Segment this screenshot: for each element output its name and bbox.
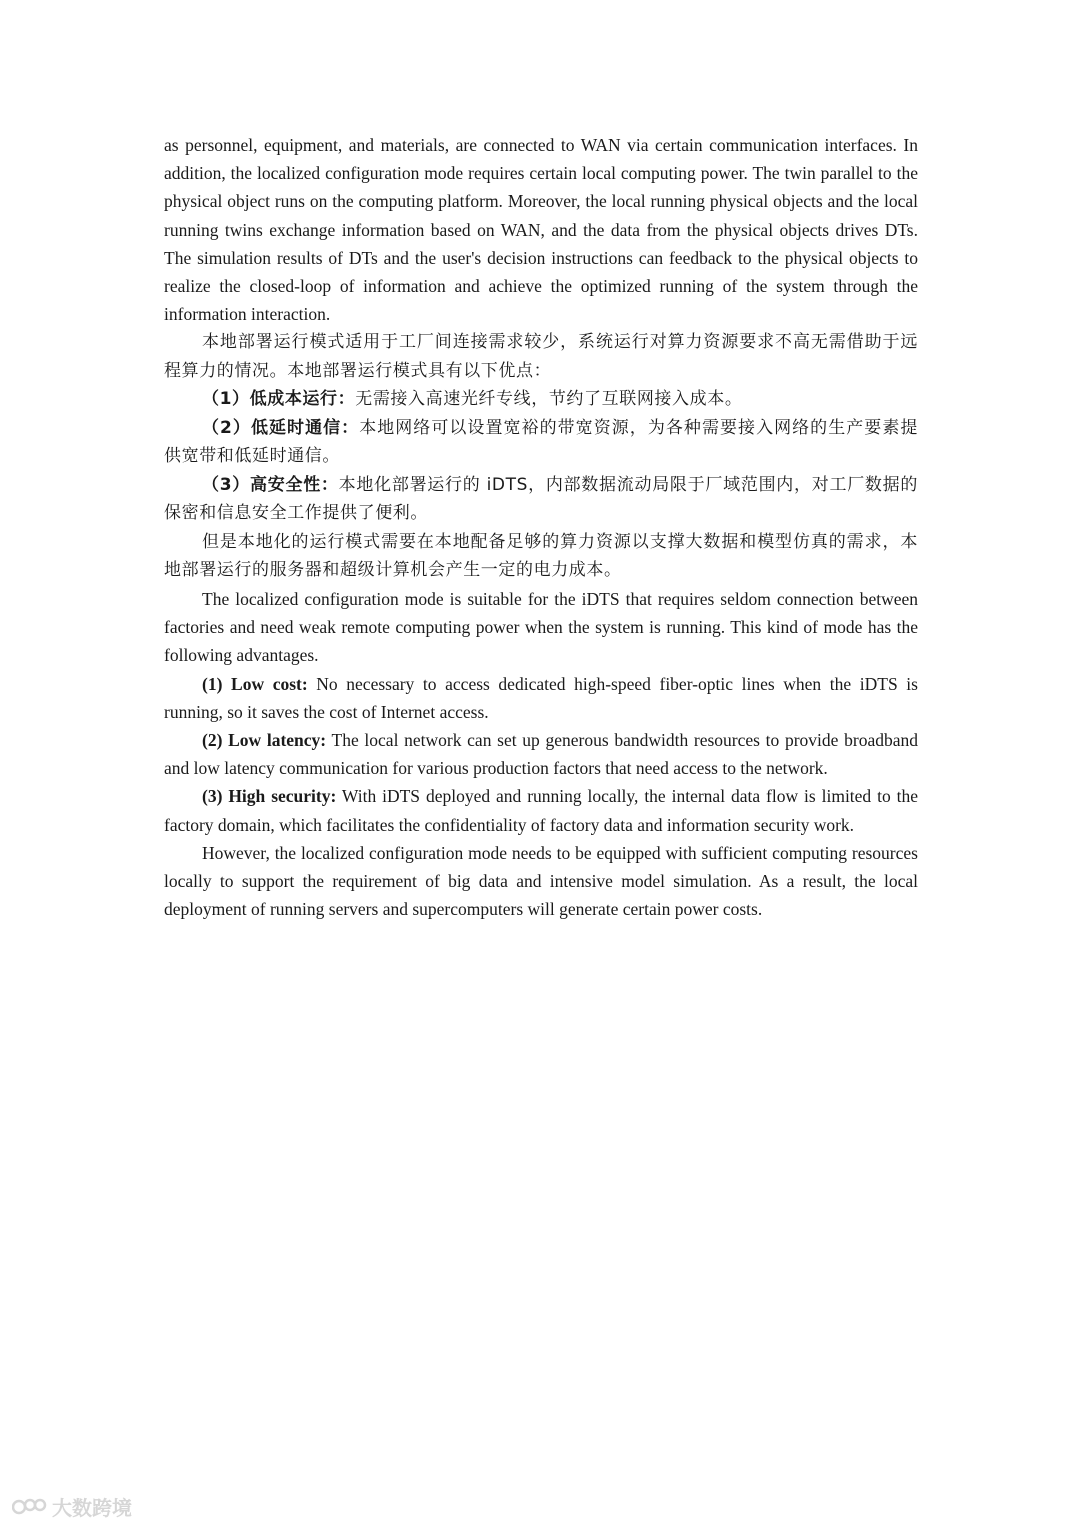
paragraph-en-2: [164, 585, 918, 670]
document-page: [164, 131, 918, 923]
paragraph-cn-1: [164, 328, 918, 385]
paragraph-en-advantage-2: [164, 726, 918, 782]
advantage-heading: （2）低延时通信：: [202, 417, 360, 438]
paragraph-text: 无需接入高速光纤专线，节约了互联网接入成本。: [355, 389, 743, 410]
advantage-heading: (1) Low cost:: [202, 673, 308, 694]
advantage-heading: (3) High security:: [202, 786, 337, 807]
paragraph-en-1: [164, 131, 918, 328]
paragraph-text: as personnel, equipment, and materials, are connected to WAN via certain communication interfaces. In addition, the localized configuration mode requires certain local computing power. The twin parallel to the physical object runs on the computing platform. Moreover, the local running physical objects and the local running twins exchange information based on WAN, and the data from the physical objects drives DTs. The simulation results of DTs and the user's decision instructions can feedback to the physical objects to realize the closed-loop of information and achieve the optimized running of the system through the information interaction.: [164, 135, 918, 325]
paragraph-text: The localized configuration mode is suitable for the iDTS that requires seldom connection between factories and need weak remote computing power when the system is running. This kind of mode has the following advantages.: [164, 588, 918, 666]
watermark: [12, 1492, 132, 1521]
paragraph-en-advantage-1: [164, 670, 918, 726]
paragraph-cn-advantage-3: [164, 471, 918, 528]
advantage-heading: (2) Low latency:: [202, 729, 327, 750]
paragraph-en-advantage-3: [164, 782, 918, 838]
paragraph-text: No necessary to access dedicated high-speed fiber-optic lines when the iDTS is running, so it saves the cost of Internet access.: [164, 673, 918, 722]
paragraph-text: However, the localized configuration mode needs to be equipped with sufficient computing resources locally to support the requirement of big data and intensive model simulation. As a result, the local deployment of running servers and supercomputers will generate certain power costs.: [164, 842, 918, 920]
paragraph-text: 但是本地化的运行模式需要在本地配备足够的算力资源以支撑大数据和模型仿真的需求，本地部署运行的服务器和超级计算机会产生一定的电力成本。: [164, 531, 918, 581]
paragraph-text: With iDTS deployed and running locally, the internal data flow is limited to the factory domain, which facilitates the confidentiality of factory data and information security work.: [164, 786, 918, 835]
paragraph-cn-advantage-1: [164, 385, 918, 414]
advantage-heading: （3）高安全性：: [202, 474, 339, 495]
watermark-text: 大数跨境: [52, 1496, 132, 1520]
paragraph-text: The local network can set up generous bandwidth resources to provide broadband and low latency communication for various production factors that need access to the network.: [164, 729, 918, 779]
paragraph-cn-2: [164, 528, 918, 585]
paragraph-en-3: [164, 839, 918, 924]
advantage-heading: （1）低成本运行：: [202, 389, 356, 410]
paragraph-text: 本地部署运行模式适用于工厂间连接需求较少，系统运行对算力资源要求不高无需借助于远程算力的情况。本地部署运行模式具有以下优点：: [164, 332, 918, 381]
paragraph-text: 本地网络可以设置宽裕的带宽资源，为各种需要接入网络的生产要素提供宽带和低延时通信。: [164, 417, 918, 467]
paragraph-cn-advantage-2: [164, 414, 918, 471]
paragraph-text: 本地化部署运行的 iDTS，内部数据流动局限于厂域范围内，对工厂数据的保密和信息安全工作提供了便利。: [164, 474, 918, 524]
brand-logo-icon: [12, 1497, 48, 1517]
